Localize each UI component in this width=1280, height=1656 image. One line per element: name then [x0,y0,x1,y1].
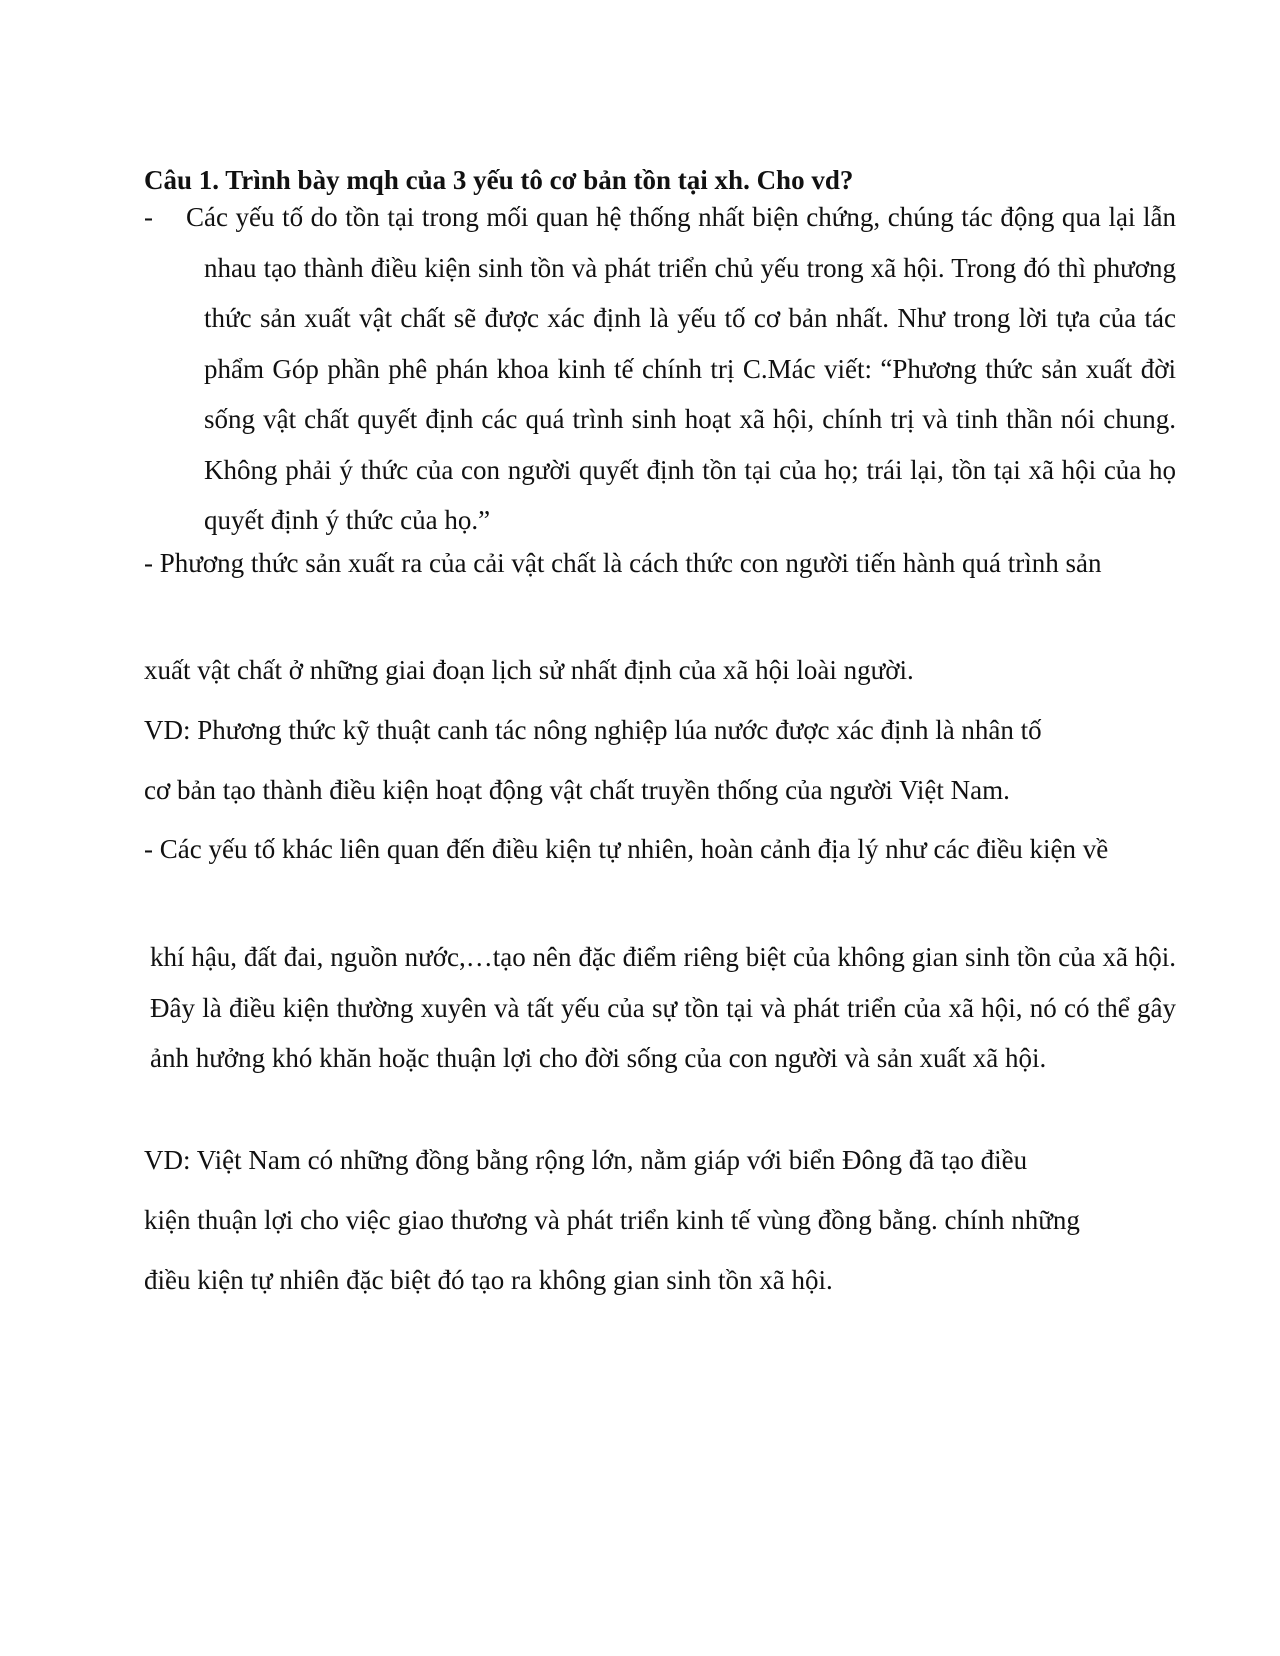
paragraph-7: khí hậu, đất đai, nguồn nước,…tạo nên đặc điểm riêng biệt của không gian sinh tồn của xã hội. Đây là điều kiện thường xuyên và tất yếu của sự tồn tại và phát triển của xã hội, nó có thể gây ảnh hưởng khó khăn hoặc thuận lợi cho đời sống của con người và sản xuất xã hội. [150,942,1176,1073]
bullet-dash: - [144,202,153,232]
paragraph-10: điều kiện tự nhiên đặc biệt đó tạo ra không gian sinh tồn xã hội. [144,1265,833,1295]
paragraph-1-text: Các yếu tố do tồn tại trong mối quan hệ thống nhất biện chứng, chúng tác động qua lại lẫn nhau tạo thành điều kiện sinh tồn và phát triển chủ yếu trong xã hội. Trong đó thì phương thức sản xuất vật chất sẽ được xác định là yếu tố cơ bản nhất. Như trong lời tựa của tác phẩm Góp phần phê phán khoa kinh tế chính trị C.Mác viết: “Phương thức sản xuất đời sống vật chất quyết định các quá trình sinh hoạt xã hội, chính trị và tinh thần nói chung. Không phải ý thức của con người quyết định tồn tại của họ; trái lại, tồn tại xã hội của họ quyết định ý thức của họ.” [186,202,1176,535]
paragraph-6: - Các yếu tố khác liên quan đến điều kiện tự nhiên, hoàn cảnh địa lý như các điều kiện về [144,834,1109,864]
paragraph-1 [144,192,1176,546]
paragraph-2: - Phương thức sản xuất ra của cải vật chất là cách thức con người tiến hành quá trình sản [144,548,1102,578]
paragraph-3: xuất vật chất ở những giai đoạn lịch sử nhất định của xã hội loài người. [144,655,914,685]
paragraph-8: VD: Việt Nam có những đồng bằng rộng lớn, nằm giáp với biển Đông đã tạo điều [144,1145,1028,1175]
paragraph-4: VD: Phương thức kỹ thuật canh tác nông nghiệp lúa nước được xác định là nhân tố [144,715,1042,745]
paragraph-9: kiện thuận lợi cho việc giao thương và phát triển kinh tế vùng đồng bằng. chính những [144,1205,1080,1235]
bullet-item-1 [144,192,1176,546]
question-title: Câu 1. Trình bày mqh của 3 yếu tô cơ bản tồn tại xh. Cho vd? [144,165,854,195]
paragraph-5: cơ bản tạo thành điều kiện hoạt động vật chất truyền thống của người Việt Nam. [144,775,1010,805]
